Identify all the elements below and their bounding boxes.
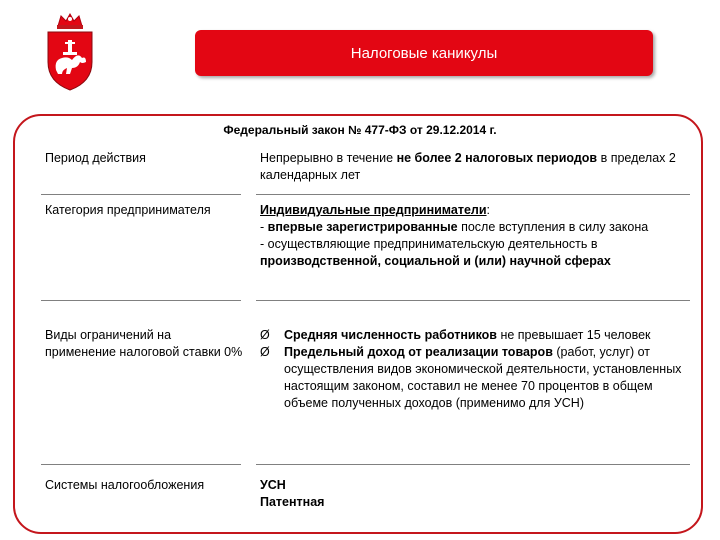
row-separator	[256, 300, 690, 301]
row-value	[260, 477, 685, 511]
period-text-bold: не более 2 налоговых периодов	[396, 151, 598, 165]
row-label: Виды ограничений на применение налоговой ставки 0%	[45, 328, 243, 359]
row-label: Период действия	[45, 151, 146, 165]
bullet2-bold: Предельный доход от реализации товаров	[284, 345, 553, 359]
period-text-pre: Непрерывно в течение	[260, 151, 397, 165]
category-line2-bold: производственной, социальной и (или) научной сферах	[260, 254, 611, 268]
row-value	[260, 327, 685, 412]
row-separator	[41, 464, 241, 465]
row-separator	[41, 300, 241, 301]
category-line2-pre: - осуществляющие предпринимательскую деятельность в	[260, 237, 598, 251]
bullet1-bold: Средняя численность работников	[284, 328, 497, 342]
row-separator	[256, 464, 690, 465]
title-banner	[195, 30, 653, 76]
row-label: Категория предпринимателя	[45, 203, 211, 217]
restriction-bullet	[260, 327, 685, 344]
row-separator	[256, 194, 690, 195]
law-subtitle: Федеральный закон № 477-ФЗ от 29.12.2014 г.	[223, 123, 497, 137]
category-heading: Индивидуальные предприниматели	[260, 203, 487, 217]
bullet1-post: не превышает 15 человек	[496, 328, 651, 342]
tax-system-patent: Патентная	[260, 495, 325, 509]
row-value	[260, 150, 685, 184]
category-line1-bold: впервые зарегистрированные	[267, 220, 458, 234]
restriction-bullet	[260, 344, 685, 412]
row-label: Системы налогообложения	[45, 478, 205, 492]
page-title: Налоговые каникулы	[350, 44, 498, 62]
category-colon: :	[486, 203, 491, 217]
row-value	[260, 202, 685, 270]
row-separator	[41, 194, 241, 195]
category-line1-prefix: -	[260, 220, 268, 234]
bullet-arrow-icon: Ø	[260, 345, 270, 359]
bullet2-post: (работ, услуг) от осуществления видов экономической деятельности, установленных настоящим законом, составил не менее 70 процентов в общем объеме полученных доходов (применимо для УСН)	[284, 345, 682, 410]
tax-system-usn: УСН	[260, 478, 286, 492]
period-text-post: в пределах 2 календарных лет	[260, 151, 676, 182]
coat-of-arms-emblem	[42, 12, 98, 92]
category-line1-post: после вступления в силу закона	[457, 220, 649, 234]
bullet-arrow-icon: Ø	[260, 328, 270, 342]
